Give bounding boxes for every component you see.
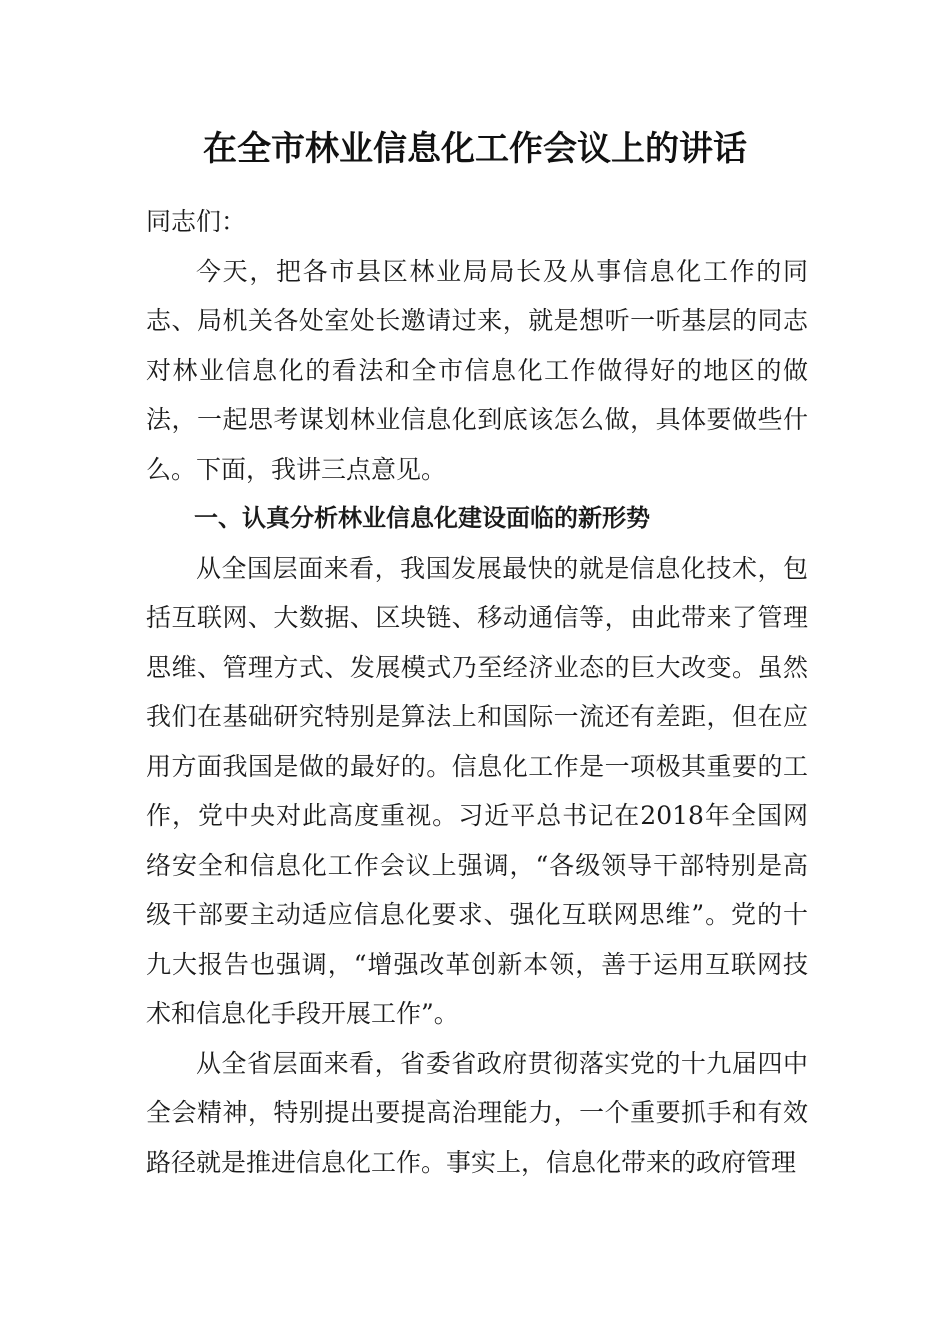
document-title: 在全市林业信息化工作会议上的讲话 — [203, 129, 747, 169]
salutation: 同志们： — [146, 207, 247, 236]
body-paragraph: 从全省层面来看，省委省政府贯彻落实党的十九届四中全会精神，特别提出要提高治理能力，一个重要抓手和有效路径就是推进信息化工作。事实上，信息化带来的政府管理 — [146, 1048, 808, 1177]
document-body — [146, 197, 808, 1187]
body-paragraph: 今天，把各市县区林业局局长及从事信息化工作的同志、局机关各处室处长邀请过来，就是想听一听基层的同志对林业信息化的看法和全市信息化工作做得好的地区的做法，一起思考谋划林业信息化到底该怎么做，具体要做些什么。下面，我讲三点意见。 — [146, 256, 808, 484]
section-heading: 一、认真分析林业信息化建设面临的新形势 — [194, 504, 650, 532]
body-paragraph: 从全国层面来看，我国发展最快的就是信息化技术，包括互联网、大数据、区块链、移动通信等，由此带来了管理思维、管理方式、发展模式乃至经济业态的巨大改变。虽然我们在基础研究特别是算法上和国际一流还有差距，但在应用方面我国是做的最好的。信息化工作是一项极其重要的工作，党中央对此高度重视。习近平总书记在2018年全国网络安全和信息化工作会议上强调，“各级领导干部特别是高级干部要主动适应信息化要求、强化互联网思维”。党的十九大报告也强调，“增强改革创新本领，善于运用互联网技术和信息化手段开展工作”。 — [146, 553, 808, 1028]
